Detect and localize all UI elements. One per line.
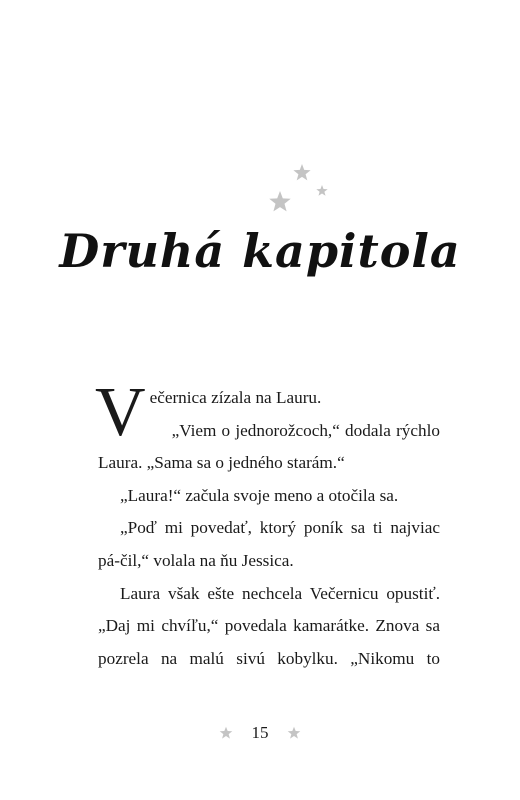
paragraph: „Viem o jednorožcoch,“ dodala rýchlo Laura. „Sama sa o jedného starám.“: [98, 420, 440, 473]
body-text: [95, 374, 440, 675]
paragraph: „Poď mi povedať, ktorý poník sa ti najviac pá-čil,“ volala na ňu Jessica.: [98, 518, 440, 570]
star-icon: [293, 164, 310, 180]
paragraph: „Laura!“ začula svoje meno a otočila sa.: [120, 485, 399, 505]
star-icon: [316, 185, 327, 196]
decorative-stars: [262, 158, 342, 218]
paragraph: Laura však ešte nechcela Večernicu opustiť. „Daj mi chvíľu,“ povedala kamarátke. Znova sa pozrela na malú sivú kobylku. „Nikomu to: [98, 583, 440, 668]
star-icon: [269, 191, 290, 211]
page-number: 15: [251, 723, 269, 743]
star-icon: [287, 726, 301, 740]
star-icon: [219, 726, 233, 740]
page-footer: [0, 722, 520, 743]
chapter-title: Druhá kapitola: [59, 224, 461, 278]
drop-cap: V: [95, 374, 146, 451]
paragraph-text: ečernica zízala na Lauru.: [149, 388, 322, 407]
